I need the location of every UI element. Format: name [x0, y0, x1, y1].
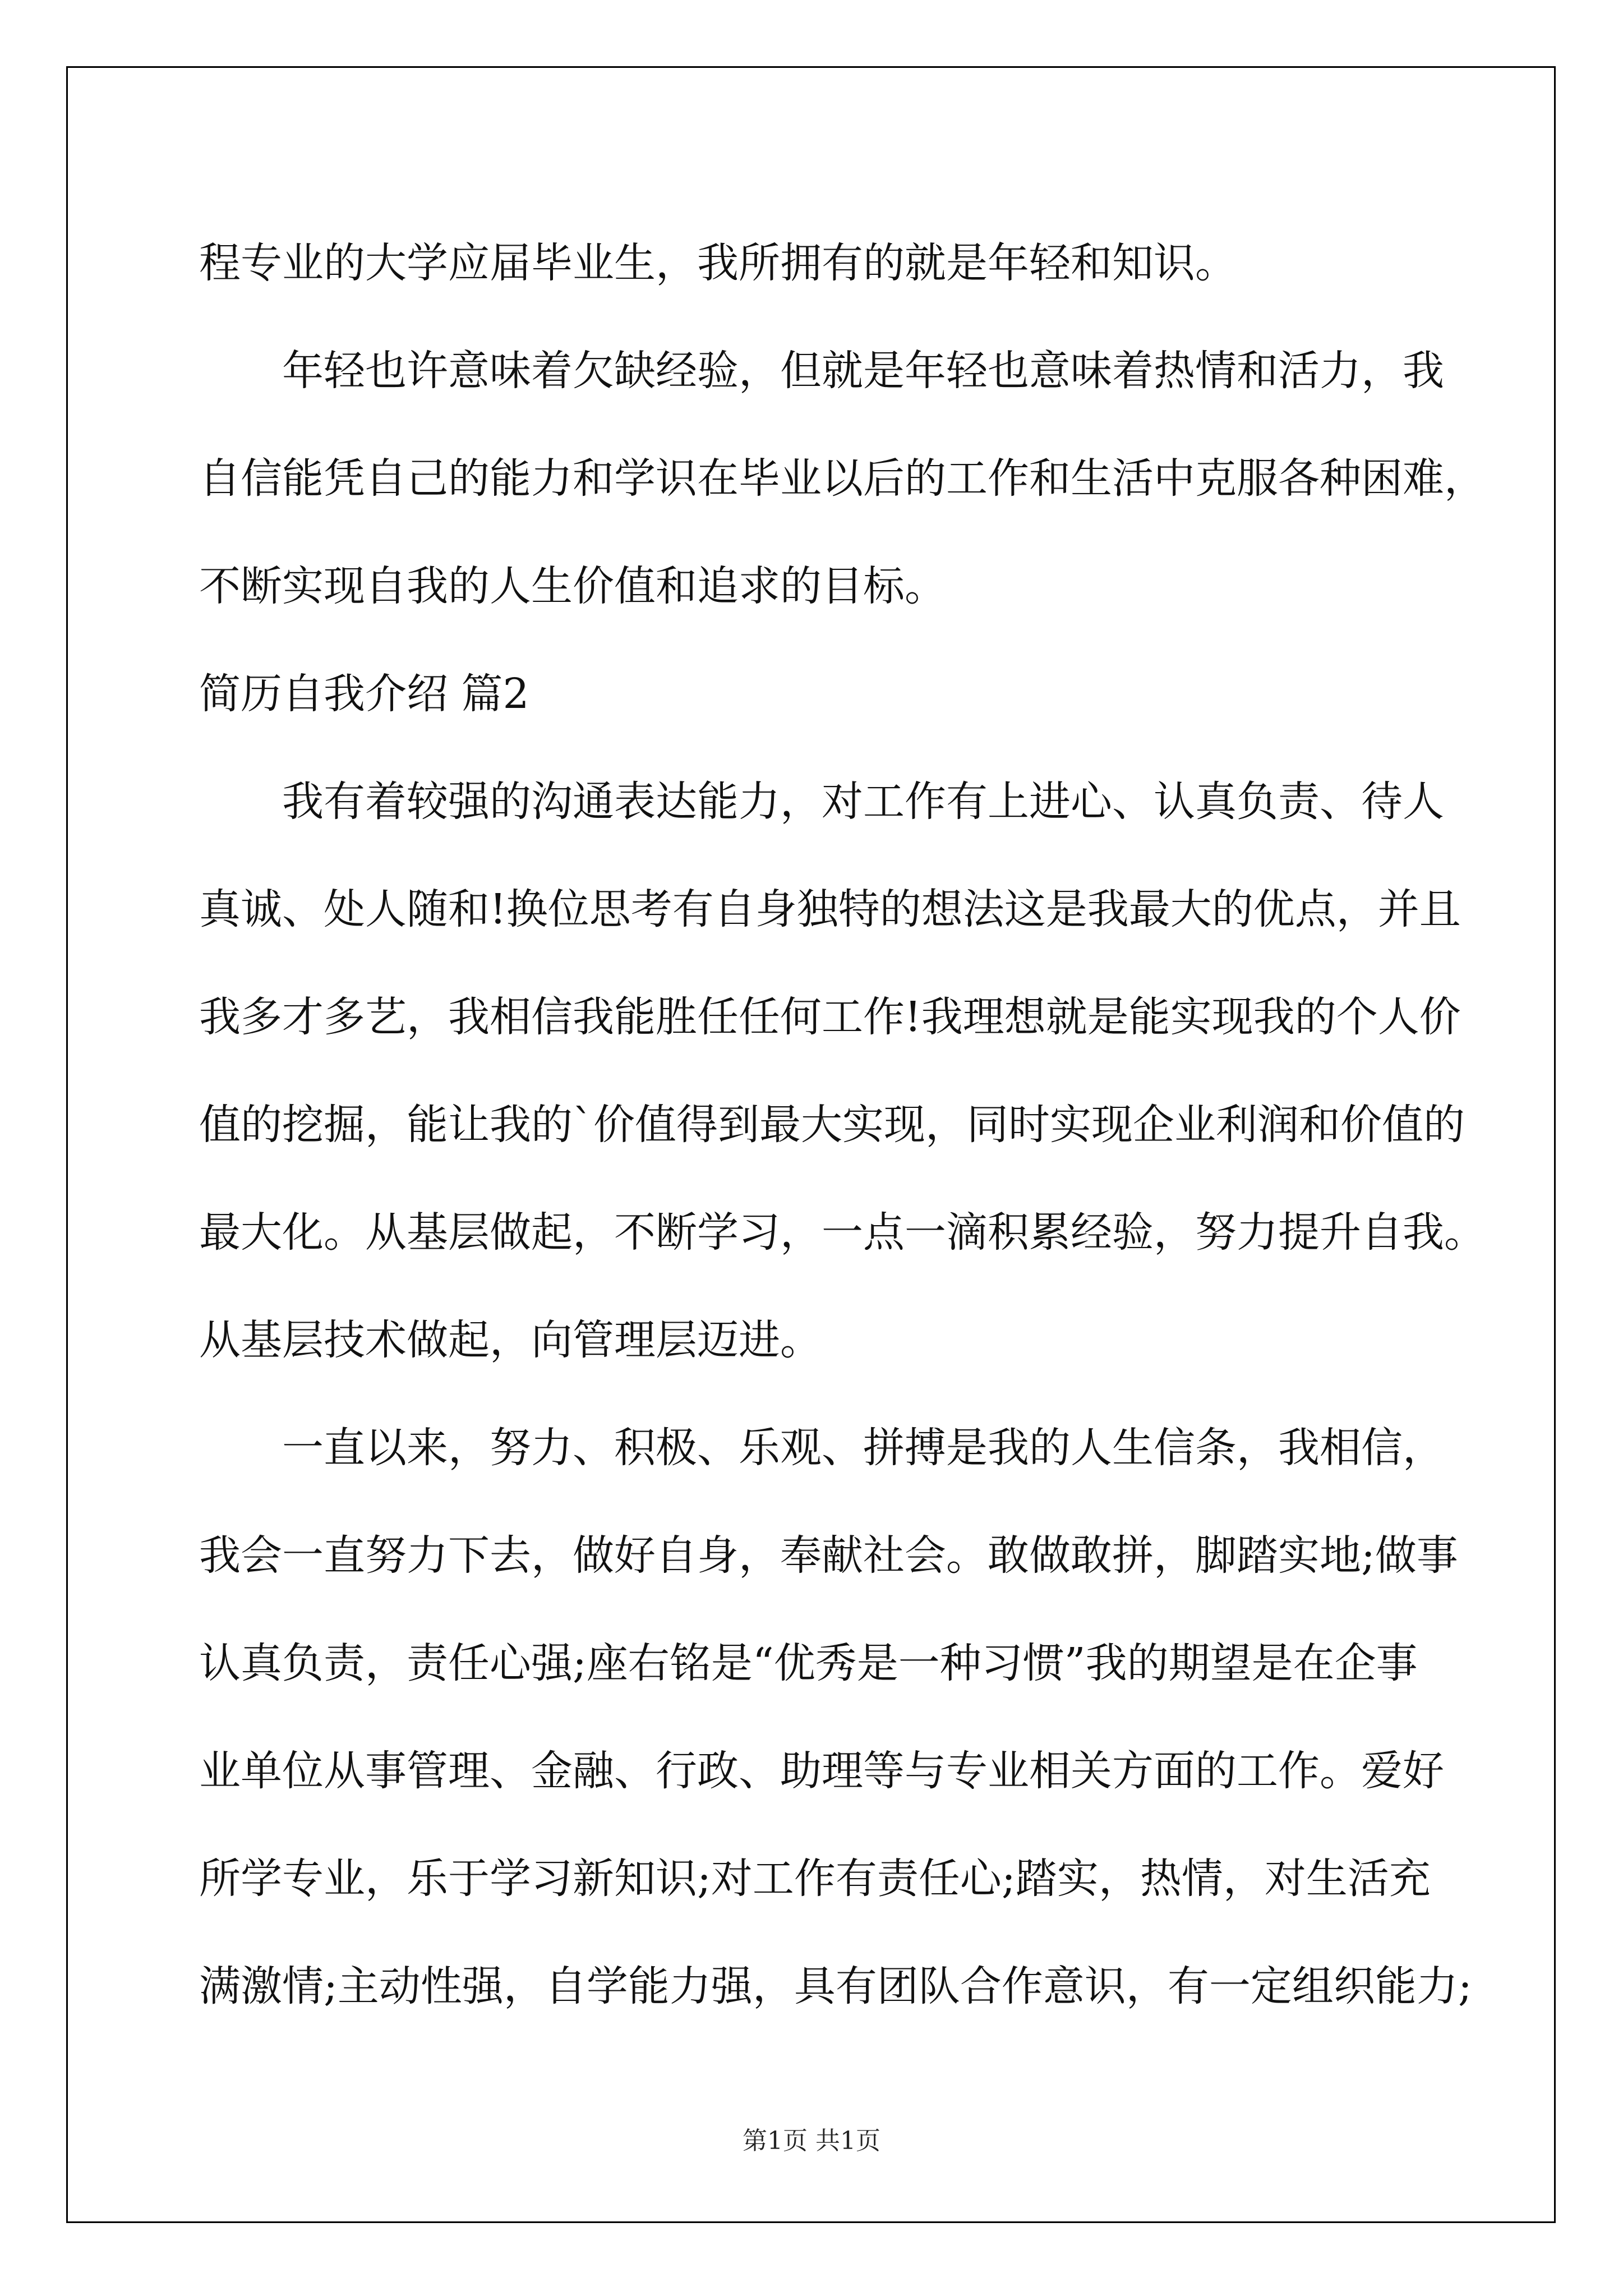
text-line: 自信能凭自己的能力和学识在毕业以后的工作和生活中克服各种困难， [199, 454, 1486, 503]
text-line: 我多才多艺，我相信我能胜任任何工作!我理想就是能实现我的个人价 [199, 993, 1461, 1041]
text-line: 年轻也许意味着欠缺经验，但就是年轻也意味着热情和活力，我 [282, 347, 1444, 395]
text-line: 所学专业，乐于学习新知识;对工作有责任心;踏实，热情，对生活充 [199, 1855, 1431, 1903]
text-line: 业单位从事管理、金融、行政、助理等与专业相关方面的工作。爱好 [199, 1747, 1444, 1795]
text-line: 从基层技术做起，向管理层迈进。 [199, 1316, 822, 1364]
text-line: 不断实现自我的人生价值和追求的目标。 [199, 562, 946, 610]
text-line: 我有着较强的沟通表达能力，对工作有上进心、认真负责、待人 [282, 777, 1444, 826]
text-line: 认真负责，责任心强;座右铭是“优秀是一种习惯”我的期望是在企事 [199, 1639, 1418, 1687]
text-line: 我会一直努力下去，做好自身，奉献社会。敢做敢拼，脚踏实地;做事 [199, 1531, 1458, 1580]
text-line: 真诚、处人随和!换位思考有自身独特的想法这是我最大的优点，并且 [199, 885, 1461, 933]
text-line: 一直以来，努力、积极、乐观、拼搏是我的人生信条，我相信， [282, 1424, 1444, 1472]
page-footer: 第1页 共1页 [743, 2127, 880, 2155]
text-line: 满激情;主动性强，自学能力强，具有团队合作意识，有一定组织能力; [199, 1962, 1472, 2010]
section-heading: 简历自我介绍 篇2 [199, 670, 529, 718]
text-line: 最大化。从基层做起，不断学习，一点一滴积累经验，努力提升自我。 [199, 1208, 1486, 1257]
text-line: 程专业的大学应届毕业生，我所拥有的就是年轻和知识。 [199, 239, 1237, 287]
text-line: 值的挖掘，能让我的`价值得到最大实现，同时实现企业利润和价值的 [199, 1101, 1465, 1149]
